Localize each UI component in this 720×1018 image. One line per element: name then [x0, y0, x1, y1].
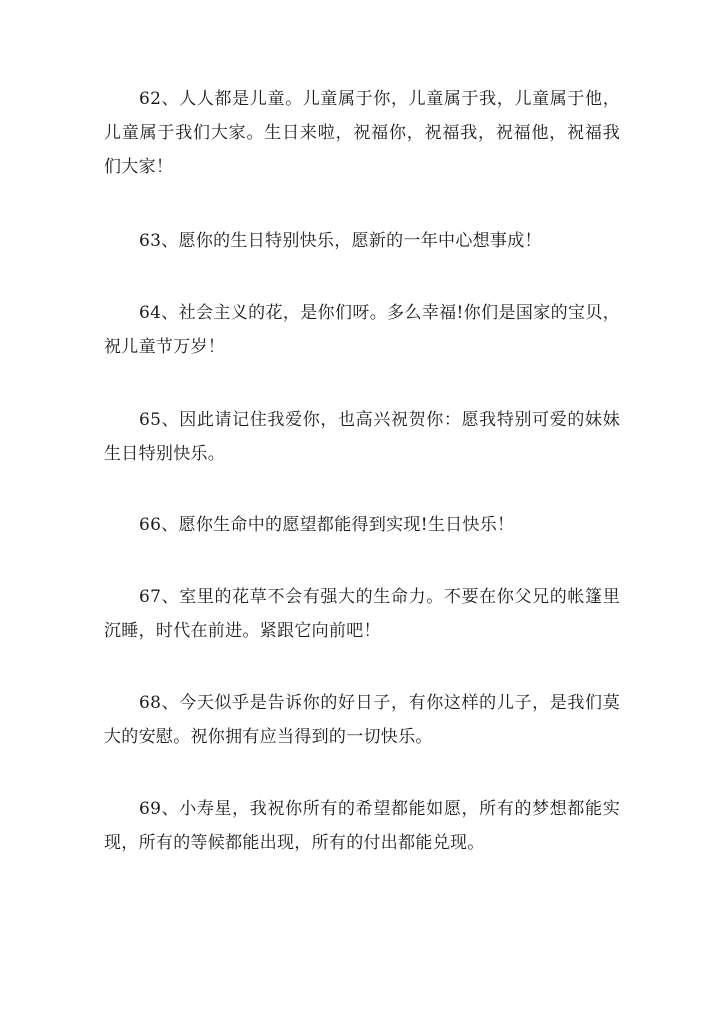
wish-entry-68: 68、今天似乎是告诉你的好日子，有你这样的儿子，是我们莫大的安慰。祝你拥有应当得到的一切快乐。 [104, 693, 620, 747]
wish-entry-69: 69、小寿星，我祝你所有的希望都能如愿，所有的梦想都能实现，所有的等候都能出现，所有的付出都能兑现。 [104, 799, 620, 853]
wish-entry-66: 66、愿你生命中的愿望都能得到实现!生日快乐！ [139, 515, 515, 535]
wish-entry-62: 62、人人都是儿童。儿童属于你，儿童属于我，儿童属于他，儿童属于我们大家。生日来啦，祝福你，祝福我，祝福他，祝福我们大家！ [104, 89, 620, 177]
wish-entry-65: 65、因此请记住我爱你，也高兴祝贺你：愿我特别可爱的妹妹生日特别快乐。 [104, 410, 620, 464]
wish-entry-64: 64、社会主义的花，是你们呀。多么幸福!你们是国家的宝贝，祝儿童节万岁！ [104, 303, 620, 357]
wish-entry-63: 63、愿你的生日特别快乐，愿新的一年中心想事成！ [139, 231, 542, 251]
wish-entry-67: 67、室里的花草不会有强大的生命力。不要在你父兄的帐篷里沉睡，时代在前进。紧跟它向前吧！ [104, 587, 620, 641]
